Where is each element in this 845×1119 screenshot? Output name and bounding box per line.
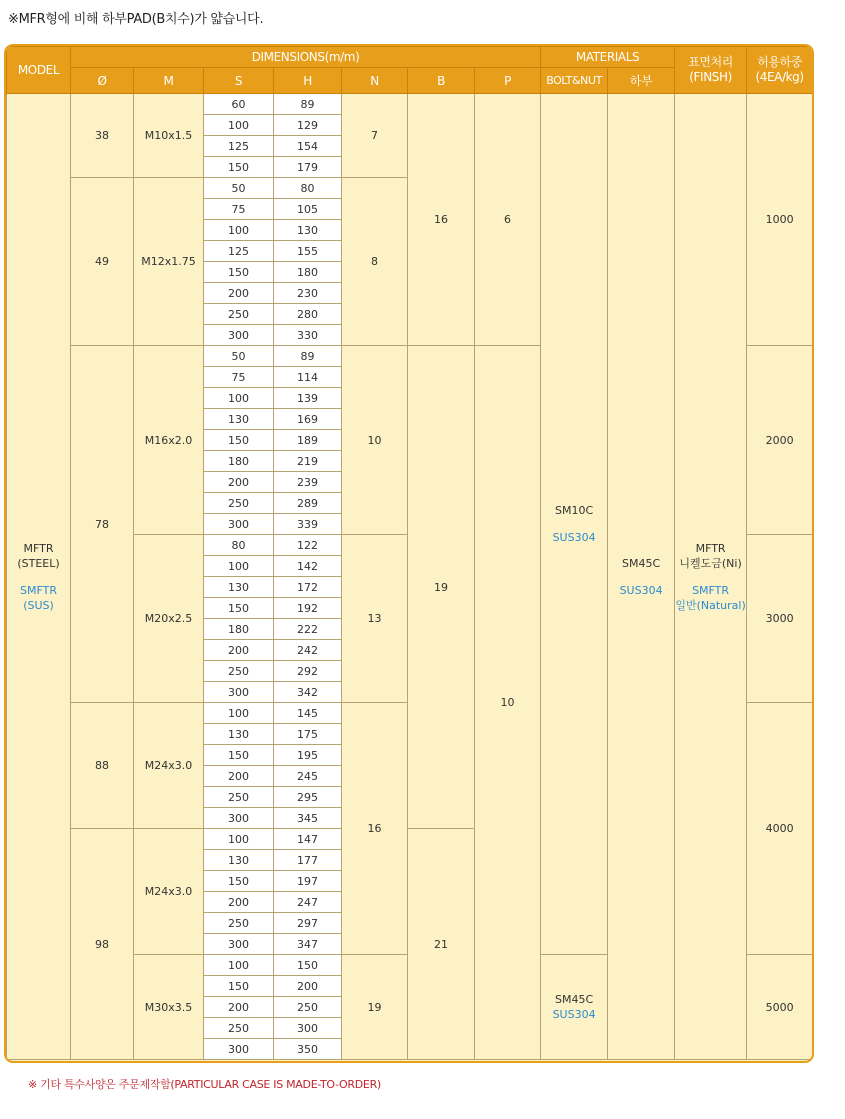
s-cell: 300 [204,934,274,955]
thread-cell: M20x2.5 [134,535,204,703]
load-cell: 1000 [747,94,813,346]
h-cell: 222 [274,619,342,640]
model-cell [7,94,71,1060]
diameter-cell: 88 [71,703,134,829]
h-cell: 345 [274,808,342,829]
h-cell: 330 [274,325,342,346]
h-cell: 200 [274,976,342,997]
s-cell: 300 [204,325,274,346]
thread-cell: M16x2.0 [134,346,204,535]
h-cell: 150 [274,955,342,976]
top-note: ※MFR형에 비해 하부PAD(B치수)가 얇습니다. [8,12,264,27]
s-cell: 200 [204,640,274,661]
n-cell: 8 [342,178,408,346]
header-b: B [408,68,475,94]
h-cell: 147 [274,829,342,850]
h-cell: 142 [274,556,342,577]
h-cell: 175 [274,724,342,745]
thread-cell: M12x1.75 [134,178,204,346]
s-cell: 130 [204,850,274,871]
n-cell: 19 [342,955,408,1060]
h-cell: 154 [274,136,342,157]
n-cell: 7 [342,94,408,178]
h-cell: 105 [274,199,342,220]
s-cell: 200 [204,283,274,304]
bolt-steel-material: SM10C [555,504,594,517]
h-cell: 180 [274,262,342,283]
s-cell: 200 [204,472,274,493]
finish-steel-model: MFTR [695,541,726,555]
table-row [7,94,813,115]
diameter-cell: 38 [71,94,134,178]
s-cell: 200 [204,766,274,787]
h-cell: 347 [274,934,342,955]
header-load [747,47,813,94]
s-cell: 125 [204,136,274,157]
h-cell: 339 [274,514,342,535]
h-cell: 130 [274,220,342,241]
header-load-line2: (4EA/kg) [755,70,804,84]
s-cell: 100 [204,388,274,409]
s-cell: 250 [204,661,274,682]
s-cell: 150 [204,976,274,997]
s-cell: 300 [204,514,274,535]
s-cell: 100 [204,955,274,976]
s-cell: 75 [204,367,274,388]
h-cell: 89 [274,346,342,367]
h-cell: 247 [274,892,342,913]
s-cell: 200 [204,997,274,1018]
load-cell: 3000 [747,535,813,703]
h-cell: 80 [274,178,342,199]
model-steel-name: MFTR [23,541,54,555]
s-cell: 250 [204,1018,274,1039]
s-cell: 100 [204,703,274,724]
h-cell: 139 [274,388,342,409]
h-cell: 292 [274,661,342,682]
model-steel-label: (STEEL) [17,556,60,570]
h-cell: 114 [274,367,342,388]
model-sus-label: (SUS) [23,598,54,612]
thread-cell: M30x3.5 [134,955,204,1060]
h-cell: 242 [274,640,342,661]
bolt-sus-material: SUS304 [552,531,596,544]
h-cell: 230 [274,283,342,304]
header-s: S [204,68,274,94]
s-cell: 125 [204,241,274,262]
h-cell: 145 [274,703,342,724]
s-cell: 180 [204,619,274,640]
finish-cell [675,94,747,1060]
s-cell: 250 [204,493,274,514]
spec-table [6,46,813,1060]
h-cell: 179 [274,157,342,178]
s-cell: 150 [204,262,274,283]
lower-steel-material: SM45C [622,556,661,570]
bottom-note: ※ 기타 특수사양은 주문제작함(PARTICULAR CASE IS MADE-TO-ORDER) [28,1078,381,1091]
s-cell: 300 [204,808,274,829]
h-cell: 239 [274,472,342,493]
s-cell: 150 [204,157,274,178]
header-h: H [274,68,342,94]
h-cell: 172 [274,577,342,598]
h-cell: 300 [274,1018,342,1039]
s-cell: 50 [204,346,274,367]
s-cell: 130 [204,577,274,598]
s-cell: 300 [204,1039,274,1060]
header-finish-line2: (FINSH) [689,70,732,84]
header-finish [675,47,747,94]
s-cell: 250 [204,304,274,325]
lower-material-cell [608,94,675,1060]
bolt-steel-material: SM45C [555,993,594,1006]
h-cell: 177 [274,850,342,871]
p-cell: 10 [475,346,541,1060]
header-n: N [342,68,408,94]
bolt-material-cell [541,94,608,955]
load-cell: 4000 [747,703,813,955]
h-cell: 245 [274,766,342,787]
h-cell: 169 [274,409,342,430]
b-cell: 21 [408,829,475,1060]
s-cell: 75 [204,199,274,220]
header-load-line1: 허용하중 [757,55,802,69]
s-cell: 250 [204,787,274,808]
h-cell: 342 [274,682,342,703]
s-cell: 100 [204,829,274,850]
s-cell: 100 [204,556,274,577]
s-cell: 250 [204,913,274,934]
diameter-cell: 98 [71,829,134,1060]
load-cell: 2000 [747,346,813,535]
s-cell: 180 [204,451,274,472]
h-cell: 155 [274,241,342,262]
spec-table-frame [4,44,814,1063]
thread-cell: M24x3.0 [134,703,204,829]
s-cell: 130 [204,724,274,745]
h-cell: 295 [274,787,342,808]
diameter-cell: 49 [71,178,134,346]
h-cell: 195 [274,745,342,766]
n-cell: 10 [342,346,408,535]
h-cell: 189 [274,430,342,451]
s-cell: 60 [204,94,274,115]
s-cell: 130 [204,409,274,430]
thread-cell: M24x3.0 [134,829,204,955]
s-cell: 150 [204,430,274,451]
header-model: MODEL [7,47,71,94]
b-cell: 19 [408,346,475,829]
n-cell: 13 [342,535,408,703]
bolt-sus-material: SUS304 [552,1008,596,1021]
spec-table-body [7,94,813,1060]
load-cell: 5000 [747,955,813,1060]
s-cell: 150 [204,871,274,892]
header-m: M [134,68,204,94]
s-cell: 150 [204,598,274,619]
h-cell: 289 [274,493,342,514]
p-cell: 6 [475,94,541,346]
h-cell: 197 [274,871,342,892]
header-finish-line1: 표면처리 [688,55,733,69]
h-cell: 280 [274,304,342,325]
thread-cell: M10x1.5 [134,94,204,178]
s-cell: 100 [204,115,274,136]
s-cell: 50 [204,178,274,199]
header-diameter: Ø [71,68,134,94]
b-cell: 16 [408,94,475,346]
bolt-material-cell [541,955,608,1060]
header-lower: 하부 [608,68,675,94]
finish-steel-value: 니켈도금(Ni) [679,556,742,570]
h-cell: 350 [274,1039,342,1060]
h-cell: 219 [274,451,342,472]
s-cell: 300 [204,682,274,703]
s-cell: 150 [204,745,274,766]
h-cell: 250 [274,997,342,1018]
header-dimensions: DIMENSIONS(m/m) [71,47,541,68]
header-materials: MATERIALS [541,47,675,68]
diameter-cell: 78 [71,346,134,703]
header-bolt-nut: BOLT&NUT [541,68,608,94]
lower-sus-material: SUS304 [619,583,663,597]
s-cell: 80 [204,535,274,556]
header-p: P [475,68,541,94]
s-cell: 100 [204,220,274,241]
h-cell: 129 [274,115,342,136]
h-cell: 192 [274,598,342,619]
h-cell: 89 [274,94,342,115]
s-cell: 200 [204,892,274,913]
finish-sus-value: 일반(Natural) [675,598,746,612]
h-cell: 297 [274,913,342,934]
finish-sus-model: SMFTR [692,583,730,597]
model-sus-name: SMFTR [20,583,57,597]
h-cell: 122 [274,535,342,556]
n-cell: 16 [342,703,408,955]
